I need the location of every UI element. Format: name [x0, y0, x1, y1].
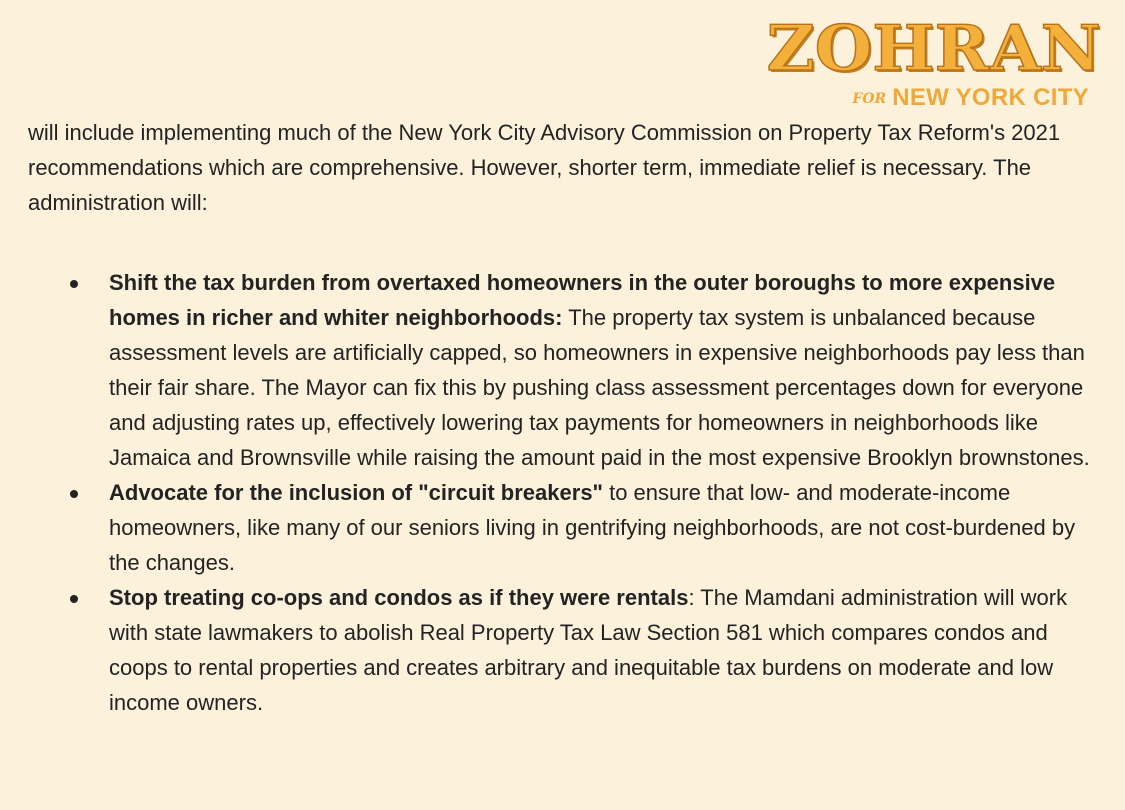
policy-list [0, 265, 1125, 720]
policy-item-tax-burden [0, 265, 1125, 475]
logo-tagline [852, 84, 1089, 112]
policy-heading: Advocate for the inclusion of "circuit breakers" [109, 480, 603, 505]
logo-for: FOR [852, 91, 887, 107]
campaign-logo [766, 11, 1101, 114]
bullet-icon [70, 280, 78, 288]
policy-body: : The Mamdani administration will work with state lawmakers to abolish Real Property Tax Law Section 581 which compares condos and coops to rental properties and creates arbitrary and inequitable tax burdens on moderate and low income owners. [109, 585, 1068, 715]
policy-body: The property tax system is unbalanced because assessment levels are artificially capped, so homeowners in expensive neighborhoods pay less than their fair share. The Mayor can fix this by pushing class assessment percentages down for everyone and adjusting rates up, effectively lowering tax payments for homeowners in neighborhoods like Jamaica and Brownsville while raising the amount paid in the most expensive Brooklyn brownstones. [109, 305, 1090, 470]
policy-body: to ensure that low- and moderate-income homeowners, like many of our seniors living in gentrifying neighborhoods, are not cost-burdened by the changes. [109, 480, 1076, 575]
bullet-icon [70, 595, 78, 603]
policy-heading: Shift the tax burden from overtaxed homeowners in the outer boroughs to more expensive homes in richer and whiter neighborhoods: [109, 270, 1056, 330]
policy-item-circuit-breakers [0, 475, 1125, 580]
logo-name: ZOHRAN [766, 11, 1101, 86]
policy-item-coops-condos [0, 580, 1125, 720]
logo-city: NEW YORK CITY [892, 84, 1089, 111]
policy-heading: Stop treating co-ops and condos as if they were rentals [109, 585, 689, 610]
bullet-icon [70, 490, 78, 498]
intro-paragraph: will include implementing much of the New York City Advisory Commission on Property Tax Reform's 2021 recommendations which are comprehensive. However, shorter term, immediate relief is necessary. The administration will: [28, 120, 1061, 215]
